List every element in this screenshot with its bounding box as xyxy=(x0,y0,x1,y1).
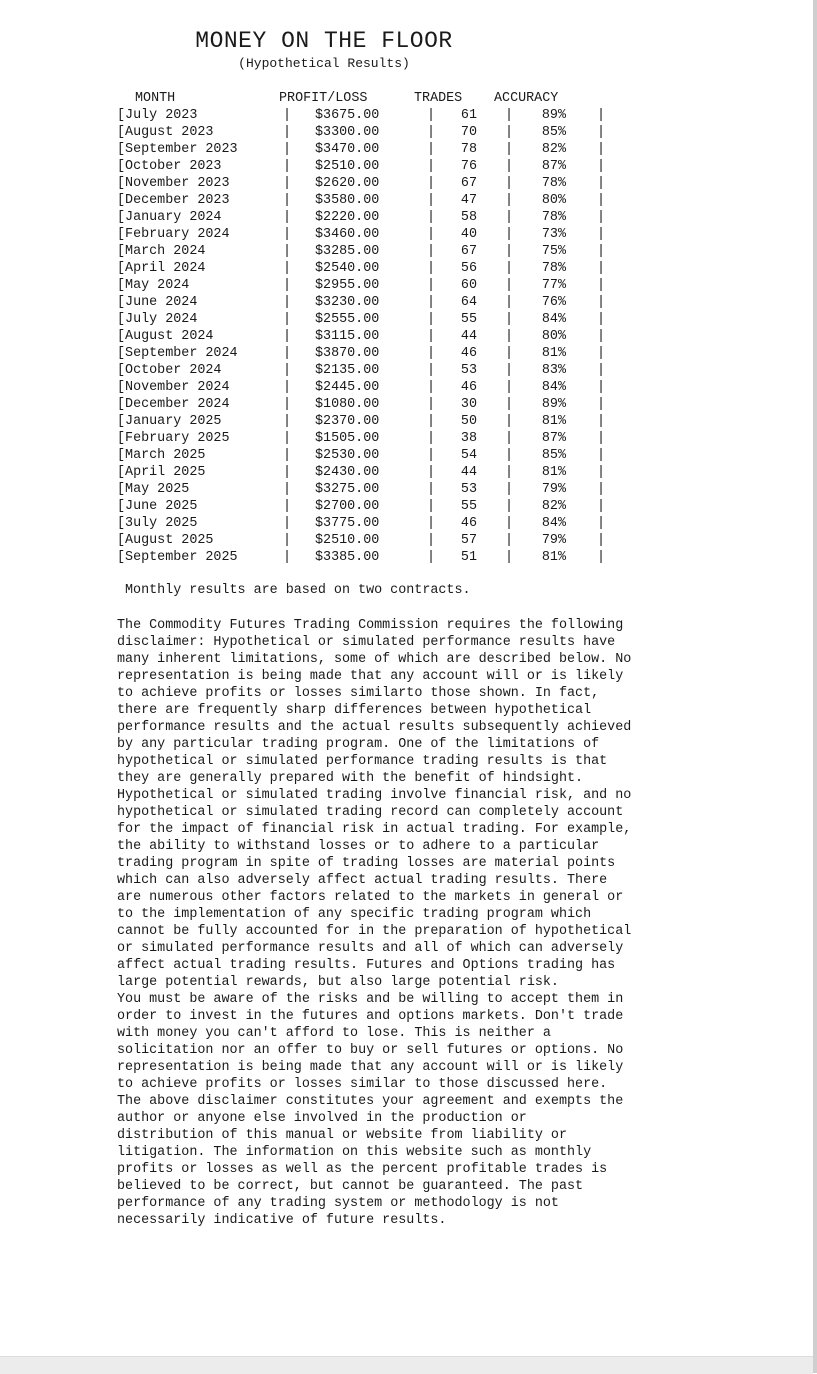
row-profit-loss: $3385.00 xyxy=(315,550,380,565)
column-separator: | xyxy=(283,193,292,208)
column-separator: | xyxy=(427,227,436,242)
column-separator: | xyxy=(505,397,514,412)
column-separator: | xyxy=(283,312,292,327)
disclaimer-line: many inherent limitations, some of which are described below. No xyxy=(117,652,632,667)
disclaimer-line: The above disclaimer constitutes your agreement and exempts the xyxy=(117,1094,624,1109)
row-accuracy: 89% xyxy=(541,108,566,123)
page-edge xyxy=(813,0,817,1373)
row-trades: 57 xyxy=(460,533,477,548)
row-month: [September 2025 xyxy=(117,550,238,565)
column-separator: | xyxy=(597,499,606,514)
table-row xyxy=(117,124,606,141)
column-separator: | xyxy=(505,499,514,514)
table-row xyxy=(117,328,606,345)
column-separator: | xyxy=(427,533,436,548)
column-separator: | xyxy=(597,431,606,446)
row-profit-loss: $2700.00 xyxy=(315,499,380,514)
row-month: [March 2024 xyxy=(117,244,206,259)
table-row xyxy=(117,175,606,192)
column-separator: | xyxy=(283,380,292,395)
row-trades: 67 xyxy=(460,176,477,191)
column-separator: | xyxy=(597,108,606,123)
table-row xyxy=(117,158,606,175)
column-separator: | xyxy=(427,465,436,480)
column-separator: | xyxy=(505,108,514,123)
row-trades: 54 xyxy=(460,448,477,463)
table-row xyxy=(117,192,606,209)
row-accuracy: 78% xyxy=(541,261,566,276)
column-separator: | xyxy=(597,193,606,208)
table-row xyxy=(117,481,606,498)
column-separator: | xyxy=(283,499,292,514)
row-profit-loss: $3580.00 xyxy=(315,193,380,208)
row-trades: 60 xyxy=(460,278,477,293)
row-profit-loss: $2530.00 xyxy=(315,448,380,463)
column-separator: | xyxy=(597,380,606,395)
column-separator: | xyxy=(505,176,514,191)
document-title: MONEY ON THE FLOOR xyxy=(195,28,453,54)
table-row xyxy=(117,515,606,532)
column-separator: | xyxy=(597,176,606,191)
row-trades: 76 xyxy=(460,159,477,174)
row-trades: 58 xyxy=(460,210,477,225)
row-accuracy: 83% xyxy=(541,363,566,378)
row-accuracy: 77% xyxy=(541,278,566,293)
bottom-bar xyxy=(0,1356,813,1374)
row-month: [November 2024 xyxy=(117,380,230,395)
row-accuracy: 87% xyxy=(541,431,566,446)
column-separator: | xyxy=(597,312,606,327)
row-month: [December 2024 xyxy=(117,397,230,412)
row-accuracy: 79% xyxy=(541,533,566,548)
column-separator: | xyxy=(597,448,606,463)
disclaimer-line: cannot be fully accounted for in the preparation of hypothetical xyxy=(117,924,632,939)
column-separator: | xyxy=(427,244,436,259)
disclaimer-text xyxy=(117,617,631,1229)
disclaimer-line: hypothetical or simulated performance trading results is that xyxy=(117,754,608,769)
row-trades: 46 xyxy=(460,380,477,395)
row-trades: 46 xyxy=(460,346,477,361)
row-trades: 40 xyxy=(460,227,477,242)
column-separator: | xyxy=(283,414,292,429)
disclaimer-line: distribution of this manual or website from liability or xyxy=(117,1128,567,1143)
column-separator: | xyxy=(427,142,436,157)
row-trades: 78 xyxy=(460,142,477,157)
disclaimer-line: the ability to withstand losses or to adhere to a particular xyxy=(117,839,600,854)
column-separator: | xyxy=(505,363,514,378)
column-separator: | xyxy=(283,108,292,123)
column-separator: | xyxy=(283,516,292,531)
disclaimer-line: disclaimer: Hypothetical or simulated performance results have xyxy=(117,635,616,650)
row-month: [3uly 2025 xyxy=(117,516,198,531)
column-separator: | xyxy=(283,329,292,344)
table-row xyxy=(117,243,606,260)
disclaimer-line: believed to be correct, but cannot be guaranteed. The past xyxy=(117,1179,584,1194)
disclaimer-line: performance of any trading system or methodology is not xyxy=(117,1196,559,1211)
row-trades: 55 xyxy=(460,499,477,514)
row-accuracy: 81% xyxy=(541,414,566,429)
column-separator: | xyxy=(597,482,606,497)
row-month: [February 2024 xyxy=(117,227,230,242)
row-profit-loss: $2510.00 xyxy=(315,533,380,548)
row-profit-loss: $2445.00 xyxy=(315,380,380,395)
column-separator: | xyxy=(505,346,514,361)
column-separator: | xyxy=(283,295,292,310)
row-trades: 61 xyxy=(460,108,477,123)
header-accuracy: ACCURACY xyxy=(494,91,559,106)
column-separator: | xyxy=(427,431,436,446)
row-month: [August 2023 xyxy=(117,125,214,140)
table-row xyxy=(117,498,606,515)
column-separator: | xyxy=(427,295,436,310)
row-accuracy: 84% xyxy=(541,380,566,395)
row-profit-loss: $3285.00 xyxy=(315,244,380,259)
disclaimer-line: by any particular trading program. One of the limitations of xyxy=(117,737,600,752)
row-month: [January 2025 xyxy=(117,414,222,429)
table-row xyxy=(117,209,606,226)
disclaimer-line: Hypothetical or simulated trading involve financial risk, and no xyxy=(117,788,632,803)
column-separator: | xyxy=(427,125,436,140)
table-row xyxy=(117,345,606,362)
disclaimer-line: are numerous other factors related to the markets in general or xyxy=(117,890,624,905)
row-accuracy: 87% xyxy=(541,159,566,174)
column-separator: | xyxy=(505,210,514,225)
table-body xyxy=(117,107,606,566)
column-separator: | xyxy=(427,397,436,412)
row-profit-loss: $2370.00 xyxy=(315,414,380,429)
column-separator: | xyxy=(597,346,606,361)
row-accuracy: 79% xyxy=(541,482,566,497)
row-accuracy: 81% xyxy=(541,550,566,565)
disclaimer-line: profits or losses as well as the percent profitable trades is xyxy=(117,1162,608,1177)
column-separator: | xyxy=(505,380,514,395)
row-month: [September 2023 xyxy=(117,142,238,157)
column-separator: | xyxy=(597,397,606,412)
row-profit-loss: $3300.00 xyxy=(315,125,380,140)
row-accuracy: 85% xyxy=(541,448,566,463)
column-separator: | xyxy=(505,227,514,242)
column-separator: | xyxy=(505,550,514,565)
column-separator: | xyxy=(283,431,292,446)
table-row xyxy=(117,430,606,447)
disclaimer-line: order to invest in the futures and options markets. Don't trade xyxy=(117,1009,624,1024)
row-accuracy: 78% xyxy=(541,210,566,225)
disclaimer-line: with money you can't afford to lose. This is neither a xyxy=(117,1026,551,1041)
row-profit-loss: $2220.00 xyxy=(315,210,380,225)
row-profit-loss: $3460.00 xyxy=(315,227,380,242)
row-profit-loss: $2955.00 xyxy=(315,278,380,293)
disclaimer-line: to achieve profits or losses similar to those discussed here. xyxy=(117,1077,608,1092)
row-accuracy: 75% xyxy=(541,244,566,259)
table-row xyxy=(117,396,606,413)
row-month: [June 2025 xyxy=(117,499,198,514)
document-subtitle: (Hypothetical Results) xyxy=(238,56,410,71)
disclaimer-line: performance results and the actual results subsequently achieved xyxy=(117,720,632,735)
row-month: [April 2024 xyxy=(117,261,206,276)
table-row xyxy=(117,277,606,294)
column-separator: | xyxy=(597,414,606,429)
row-trades: 55 xyxy=(460,312,477,327)
table-header xyxy=(117,90,559,107)
results-table xyxy=(117,90,606,566)
row-trades: 51 xyxy=(460,550,477,565)
row-profit-loss: $3675.00 xyxy=(315,108,380,123)
column-separator: | xyxy=(283,448,292,463)
column-separator: | xyxy=(283,363,292,378)
column-separator: | xyxy=(505,448,514,463)
row-trades: 67 xyxy=(460,244,477,259)
row-accuracy: 81% xyxy=(541,346,566,361)
table-row xyxy=(117,532,606,549)
column-separator: | xyxy=(283,261,292,276)
column-separator: | xyxy=(427,448,436,463)
column-separator: | xyxy=(505,244,514,259)
row-profit-loss: $3230.00 xyxy=(315,295,380,310)
row-trades: 50 xyxy=(460,414,477,429)
header-trades: TRADES xyxy=(414,91,463,106)
row-accuracy: 89% xyxy=(541,397,566,412)
row-month: [December 2023 xyxy=(117,193,230,208)
column-separator: | xyxy=(427,414,436,429)
disclaimer-line: litigation. The information on this website such as monthly xyxy=(117,1145,592,1160)
column-separator: | xyxy=(505,465,514,480)
column-separator: | xyxy=(427,176,436,191)
row-trades: 44 xyxy=(460,329,477,344)
row-trades: 30 xyxy=(460,397,477,412)
disclaimer-line: author or anyone else involved in the production or xyxy=(117,1111,527,1126)
row-trades: 53 xyxy=(460,482,477,497)
row-accuracy: 85% xyxy=(541,125,566,140)
row-profit-loss: $3470.00 xyxy=(315,142,380,157)
row-trades: 38 xyxy=(460,431,477,446)
disclaimer-line: solicitation nor an offer to buy or sell futures or options. No xyxy=(117,1043,624,1058)
row-month: [May 2024 xyxy=(117,278,190,293)
row-month: [September 2024 xyxy=(117,346,238,361)
row-profit-loss: $2430.00 xyxy=(315,465,380,480)
table-row xyxy=(117,464,606,481)
column-separator: | xyxy=(283,159,292,174)
row-trades: 44 xyxy=(460,465,477,480)
column-separator: | xyxy=(505,125,514,140)
row-accuracy: 84% xyxy=(541,312,566,327)
table-row xyxy=(117,447,606,464)
table-row xyxy=(117,294,606,311)
column-separator: | xyxy=(427,363,436,378)
row-profit-loss: $2540.00 xyxy=(315,261,380,276)
row-month: [November 2023 xyxy=(117,176,230,191)
disclaimer-line: representation is being made that any account will or is likely xyxy=(117,1060,624,1075)
contracts-note: Monthly results are based on two contracts. xyxy=(125,583,471,598)
disclaimer-line: necessarily indicative of future results. xyxy=(117,1213,447,1228)
header-profit-loss: PROFIT/LOSS xyxy=(279,91,368,106)
disclaimer-line: trading program in spite of trading losses are material points xyxy=(117,856,616,871)
column-separator: | xyxy=(597,550,606,565)
row-profit-loss: $2135.00 xyxy=(315,363,380,378)
table-row xyxy=(117,107,606,124)
row-profit-loss: $2555.00 xyxy=(315,312,380,327)
row-accuracy: 84% xyxy=(541,516,566,531)
row-profit-loss: $3275.00 xyxy=(315,482,380,497)
row-profit-loss: $1080.00 xyxy=(315,397,380,412)
row-trades: 70 xyxy=(460,125,477,140)
column-separator: | xyxy=(427,159,436,174)
table-row xyxy=(117,260,606,277)
column-separator: | xyxy=(283,346,292,361)
disclaimer-line: to achieve profits or losses similarto those shown. In fact, xyxy=(117,686,600,701)
column-separator: | xyxy=(597,533,606,548)
column-separator: | xyxy=(427,312,436,327)
column-separator: | xyxy=(505,312,514,327)
column-separator: | xyxy=(427,329,436,344)
column-separator: | xyxy=(427,261,436,276)
column-separator: | xyxy=(597,244,606,259)
row-accuracy: 76% xyxy=(541,295,566,310)
row-profit-loss: $2510.00 xyxy=(315,159,380,174)
column-separator: | xyxy=(427,499,436,514)
column-separator: | xyxy=(597,227,606,242)
column-separator: | xyxy=(597,261,606,276)
column-separator: | xyxy=(597,465,606,480)
column-separator: | xyxy=(597,278,606,293)
row-accuracy: 82% xyxy=(541,142,566,157)
disclaimer-line: You must be aware of the risks and be willing to accept them in xyxy=(117,992,624,1007)
row-month: [July 2024 xyxy=(117,312,198,327)
column-separator: | xyxy=(505,516,514,531)
column-separator: | xyxy=(427,278,436,293)
column-separator: | xyxy=(283,244,292,259)
row-accuracy: 81% xyxy=(541,465,566,480)
row-month: [January 2024 xyxy=(117,210,222,225)
disclaimer-line: there are frequently sharp differences between hypothetical xyxy=(117,703,592,718)
row-profit-loss: $3870.00 xyxy=(315,346,380,361)
row-trades: 53 xyxy=(460,363,477,378)
row-month: [February 2025 xyxy=(117,431,230,446)
row-accuracy: 78% xyxy=(541,176,566,191)
disclaimer-line: which can also adversely affect actual trading results. There xyxy=(117,873,608,888)
row-accuracy: 80% xyxy=(541,329,566,344)
row-month: [July 2023 xyxy=(117,108,198,123)
column-separator: | xyxy=(283,465,292,480)
column-separator: | xyxy=(427,108,436,123)
column-separator: | xyxy=(283,550,292,565)
table-row xyxy=(117,379,606,396)
column-separator: | xyxy=(505,142,514,157)
disclaimer-line: they are generally prepared with the benefit of hindsight. xyxy=(117,771,584,786)
row-month: [June 2024 xyxy=(117,295,198,310)
column-separator: | xyxy=(283,176,292,191)
table-row xyxy=(117,311,606,328)
row-trades: 56 xyxy=(460,261,477,276)
row-profit-loss: $3115.00 xyxy=(315,329,380,344)
disclaimer-line: hypothetical or simulated trading record can completely account xyxy=(117,805,624,820)
row-month: [August 2025 xyxy=(117,533,214,548)
column-separator: | xyxy=(427,346,436,361)
column-separator: | xyxy=(427,210,436,225)
column-separator: | xyxy=(505,482,514,497)
column-separator: | xyxy=(505,193,514,208)
row-accuracy: 82% xyxy=(541,499,566,514)
column-separator: | xyxy=(597,516,606,531)
row-trades: 64 xyxy=(460,295,477,310)
column-separator: | xyxy=(427,516,436,531)
column-separator: | xyxy=(597,142,606,157)
column-separator: | xyxy=(597,125,606,140)
disclaimer-line: to the implementation of any specific trading program which xyxy=(117,907,592,922)
row-profit-loss: $3775.00 xyxy=(315,516,380,531)
row-trades: 47 xyxy=(460,193,477,208)
column-separator: | xyxy=(505,414,514,429)
column-separator: | xyxy=(505,159,514,174)
column-separator: | xyxy=(597,159,606,174)
column-separator: | xyxy=(283,278,292,293)
column-separator: | xyxy=(283,397,292,412)
disclaimer-line: or simulated performance results and all of which can adversely xyxy=(117,941,624,956)
disclaimer-line: affect actual trading results. Futures and Options trading has xyxy=(117,958,616,973)
column-separator: | xyxy=(427,380,436,395)
table-row xyxy=(117,141,606,158)
column-separator: | xyxy=(427,482,436,497)
column-separator: | xyxy=(505,431,514,446)
column-separator: | xyxy=(505,295,514,310)
row-month: [March 2025 xyxy=(117,448,206,463)
table-row xyxy=(117,362,606,379)
row-month: [May 2025 xyxy=(117,482,190,497)
column-separator: | xyxy=(283,482,292,497)
row-month: [April 2025 xyxy=(117,465,206,480)
column-separator: | xyxy=(597,363,606,378)
column-separator: | xyxy=(597,295,606,310)
table-row xyxy=(117,226,606,243)
disclaimer-line: representation is being made that any account will or is likely xyxy=(117,669,624,684)
column-separator: | xyxy=(505,278,514,293)
disclaimer-line: for the impact of financial risk in actual trading. For example, xyxy=(117,822,632,837)
disclaimer-line: large potential rewards, but also large potential risk. xyxy=(117,975,559,990)
column-separator: | xyxy=(427,550,436,565)
column-separator: | xyxy=(597,329,606,344)
row-month: [October 2024 xyxy=(117,363,222,378)
row-month: [August 2024 xyxy=(117,329,214,344)
column-separator: | xyxy=(283,210,292,225)
column-separator: | xyxy=(597,210,606,225)
row-month: [October 2023 xyxy=(117,159,222,174)
column-separator: | xyxy=(283,533,292,548)
table-row xyxy=(117,413,606,430)
column-separator: | xyxy=(427,193,436,208)
header-month: MONTH xyxy=(135,91,176,106)
row-profit-loss: $1505.00 xyxy=(315,431,380,446)
column-separator: | xyxy=(283,142,292,157)
row-profit-loss: $2620.00 xyxy=(315,176,380,191)
column-separator: | xyxy=(505,533,514,548)
row-accuracy: 73% xyxy=(541,227,566,242)
column-separator: | xyxy=(283,125,292,140)
table-row xyxy=(117,549,606,566)
disclaimer-line: The Commodity Futures Trading Commission requires the following xyxy=(117,618,624,633)
row-accuracy: 80% xyxy=(541,193,566,208)
column-separator: | xyxy=(505,261,514,276)
column-separator: | xyxy=(283,227,292,242)
row-trades: 46 xyxy=(460,516,477,531)
column-separator: | xyxy=(505,329,514,344)
